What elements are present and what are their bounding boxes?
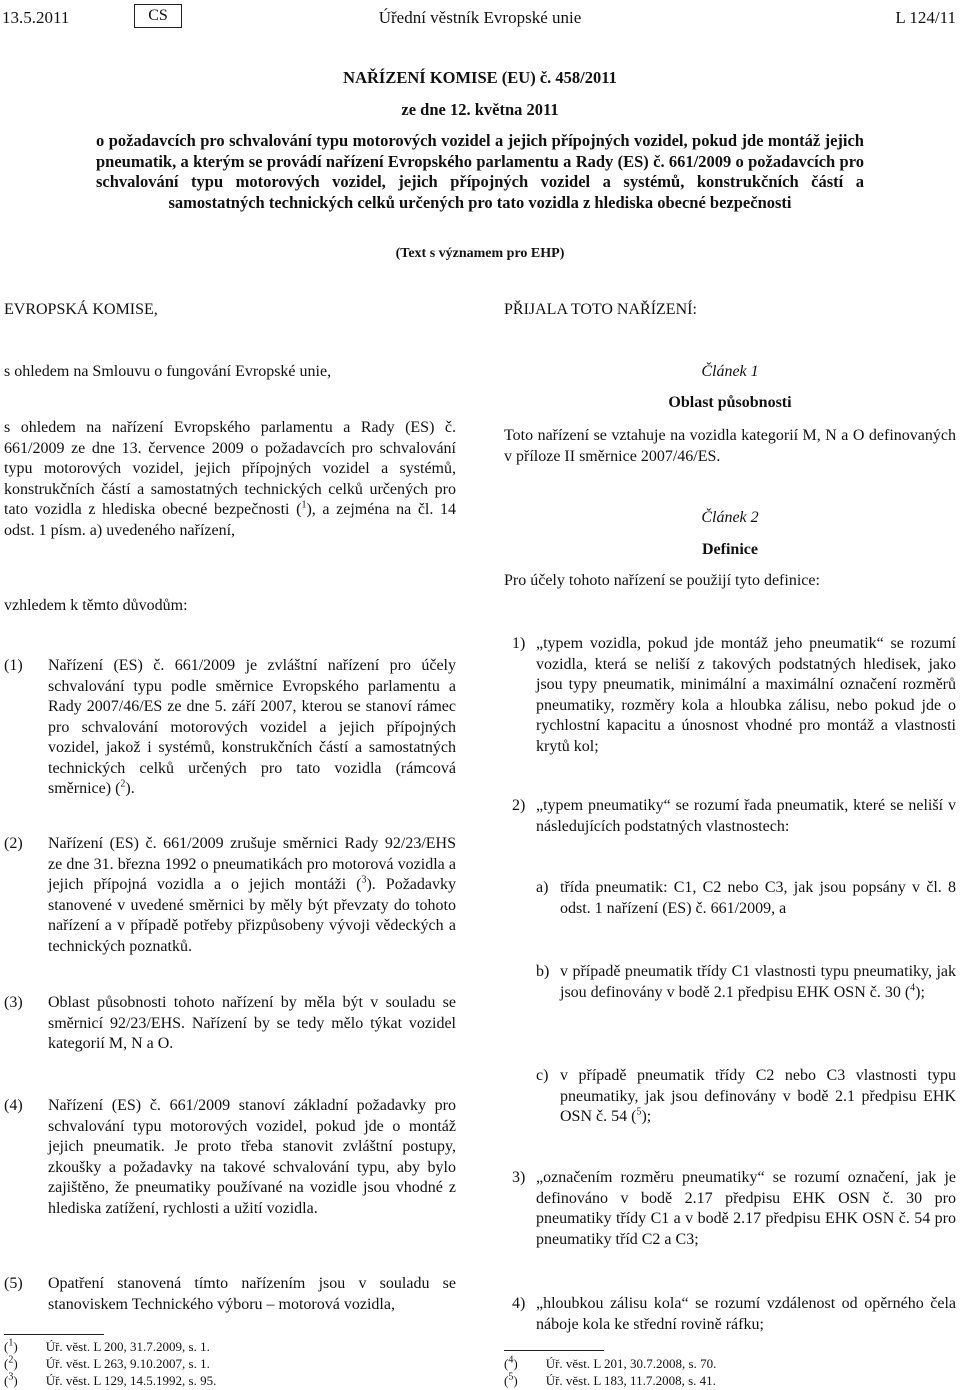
- footnote-mark: 5: [508, 1371, 514, 1383]
- footnote-text: Úř. věst. L 201, 30.7.2008, s. 70.: [545, 1356, 717, 1371]
- article-2-number: Článek 2: [701, 509, 759, 526]
- regulation-number: NAŘÍZENÍ KOMISE (EU) č. 458/2011: [343, 68, 617, 87]
- definition-number: 1): [512, 635, 526, 652]
- definition-text: „typem vozidla, pokud jde montáž jeho pneumatik“ se rozumí vozidla, která se neliší z takových podstatných hledisek, jako jsou typy pneumatik, minimální a maximální označení rozměrů pneumatiky, rozměry kola a hloubka zálisu, nebo pokud jde o rychlostní kapacitu a únosnost vhodné pro montáž a vlastnosti krytů kol;: [536, 635, 956, 755]
- footnote-5: ($^5$) Úř. věst. L 183, 11.7.2008, s. 41.: [504, 1371, 716, 1388]
- adoption-formula: PŘIJALA TOTO NAŘÍZENÍ:: [504, 301, 697, 318]
- footnote-ref-1[interactable]: 1: [301, 499, 307, 511]
- recital-text-main: Nařízení (ES) č. 661/2009 je zvláštní nařízení pro účely schvalování typu podle směrnice Evropského parlamentu a Rady 2007/46/ES ze dne 5. září 2007, kterou se stanoví rámec pro schvalování motorových vozidel a jejich přípojných vozidel, jakož i systémů, konstrukčních částí a samostatných technických celků určených pro tato vozidla (rámcová směrnice) (: [48, 657, 456, 797]
- footnote-3: ($^3$) Úř. věst. L 129, 14.5.1992, s. 95.: [4, 1371, 217, 1388]
- footnote-1: ($^1$) Úř. věst. L 200, 31.7.2009, s. 1.: [4, 1337, 210, 1354]
- definition-number: 2): [512, 797, 526, 814]
- recital-number: (1): [4, 657, 23, 674]
- recital-number: (5): [4, 1275, 23, 1292]
- citation-regulation: [4, 418, 456, 541]
- article-1-text: Toto nařízení se vztahuje na vozidla kategorií M, N a O definovaných v příloze II směrnice 2007/46/ES.: [504, 427, 956, 465]
- citation-regulation-text-end: ), a zejména na čl. 14 odst. 1 písm. a) uvedeného nařízení,: [4, 501, 457, 539]
- regulation-date: ze dne 12. května 2011: [401, 100, 559, 119]
- definition-letter: a): [536, 879, 549, 896]
- regulation-subject-block: [96, 131, 864, 213]
- definition-number: 3): [512, 1169, 526, 1186]
- regulation-subject: o požadavcích pro schvalování typu motorových vozidel a jejich přípojných vozidel, pokud jde montáž jejich pneumatik, a kterým se provádí nařízení Evropského parlamentu a Rady (ES) č. 661/2009 o požadavcích pro schvalování typu motorových vozidel, jejich přípojných vozidel a systémů, konstrukčních částí a samostatných technických celků určených pro tato vozidla z hlediska obecné bezpečnosti: [96, 131, 864, 212]
- recitals-intro: vzhledem k těmto důvodům:: [4, 597, 188, 614]
- definition-text: třída pneumatik: C1, C2 nebo C3, jak jsou popsány v čl. 8 odst. 1 nařízení (ES) č. 661/2009, a: [560, 879, 956, 917]
- footnote-separator: [504, 1350, 604, 1351]
- header-journal-title: Úřední věstník Evropské unie: [378, 8, 582, 27]
- eea-relevance-note: (Text s významem pro EHP): [395, 246, 565, 261]
- footnote-text: Úř. věst. L 200, 31.7.2009, s. 1.: [45, 1339, 210, 1354]
- header-date: 13.5.2011: [2, 8, 70, 27]
- header-page-reference: L 124/11: [895, 8, 956, 27]
- definition-text: „hloubkou zálisu kola“ se rozumí vzdálenost od opěrného čela náboje kola ke střední rovině ráfku;: [536, 1295, 956, 1333]
- footnote-mark: 1: [8, 1337, 14, 1349]
- footnote-ref-3[interactable]: 3: [361, 874, 367, 886]
- citation-treaty: s ohledem na Smlouvu o fungování Evropské unie,: [4, 363, 332, 380]
- definition-text-main: v případě pneumatik třídy C2 nebo C3 vlastnosti typu pneumatiky, jak jsou definovány v bodě 2.1 předpisu EHK OSN č. 54 (: [560, 1067, 956, 1125]
- recital-number: (3): [4, 994, 23, 1011]
- definition-text: [560, 962, 956, 1003]
- recital-text: Opatření stanovená tímto nařízením jsou v souladu se stanoviskem Technického výboru – motorová vozidla,: [48, 1275, 456, 1313]
- recital-text-end: ).: [125, 780, 135, 797]
- recital-text: Oblast působnosti tohoto nařízení by měla být v souladu se směrnicí 92/23/EHS. Nařízení by se tedy mělo týkat vozidel kategorií M, N a O.: [48, 994, 456, 1052]
- commission-heading: EVROPSKÁ KOMISE,: [4, 301, 158, 318]
- definition-letter: c): [536, 1067, 549, 1084]
- definition-text: „označením rozměru pneumatiky“ se rozumí označení, jak je definováno v bodě 2.17 předpisu EHK OSN č. 30 pro pneumatiky třídy C1 a v bodě 2.17 předpisu EHK OSN č. 54 pro pneumatiky tříd C2 a C3;: [536, 1169, 956, 1248]
- article-1-title: Oblast působnosti: [668, 394, 792, 411]
- citation-regulation-text: s ohledem na nařízení Evropského parlamentu a Rady (ES) č. 661/2009 ze dne 13. července 2009 o požadavcích pro schvalování typu motorových vozidel, jejich přípojných vozidel a systémů, konstrukčních částí a samostatných technických celků určených pro tato vozidla z hlediska obecné bezpečnosti (: [4, 419, 456, 518]
- definition-number: 4): [512, 1295, 526, 1312]
- footnote-text: Úř. věst. L 183, 11.7.2008, s. 41.: [545, 1373, 716, 1388]
- recital-text: Nařízení (ES) č. 661/2009 stanoví základní požadavky pro schvalování typu motorových vozidel, pokud jde o montáž jejich pneumatik. Je proto třeba stanovit zvláštní postupy, zkoušky a požadavky na takové schvalování typu, aby bylo zajištěno, že pneumatiky používané na vozidle jsou vhodné z hlediska zatížení, rychlosti a užití vozidla.: [48, 1097, 456, 1217]
- footnote-text: Úř. věst. L 263, 9.10.2007, s. 1.: [45, 1356, 210, 1371]
- footnote-mark: 2: [8, 1354, 14, 1366]
- regulation-date-block: [96, 100, 864, 121]
- running-header: [0, 4, 960, 32]
- recital-text-main: Nařízení (ES) č. 661/2009 zrušuje směrnici Rady 92/23/EHS ze dne 31. března 1992 o pneumatikách pro motorová vozidla a jejich přípojná vozidla a o jejich montáži (: [48, 835, 456, 893]
- definition-letter: b): [536, 963, 550, 980]
- recital-text-end: ). Požadavky stanovené v uvedené směrnici by měly být převzaty do tohoto nařízení a v případě potřeby přizpůsobeny vývoji vědeckých a technických poznatků.: [48, 876, 456, 955]
- definition-text-end: );: [915, 983, 925, 1001]
- definition-text-main: v případě pneumatik třídy C1 vlastnosti typu pneumatiky, jak jsou definovány v bodě 2.1 předpisu EHK OSN č. 30 (: [560, 963, 956, 1001]
- footnote-ref-4[interactable]: 4: [910, 982, 916, 994]
- article-1-number: Článek 1: [701, 363, 759, 380]
- footnote-mark: 4: [508, 1354, 514, 1366]
- language-badge: CS: [134, 4, 182, 28]
- article-2-intro: Pro účely tohoto nařízení se použijí tyto definice:: [504, 572, 820, 589]
- article-2-title: Definice: [702, 541, 758, 558]
- definition-text: „typem pneumatiky“ se rozumí řada pneumatik, které se neliší v následujících podstatných vlastnostech:: [536, 797, 956, 835]
- footnote-ref-2[interactable]: 2: [120, 778, 126, 790]
- footnote-4: ($^4$) Úř. věst. L 201, 30.7.2008, s. 70.: [504, 1354, 717, 1371]
- recital-text: [48, 834, 456, 957]
- definition-text-end: );: [641, 1108, 652, 1125]
- footnote-text: Úř. věst. L 129, 14.5.1992, s. 95.: [45, 1373, 217, 1388]
- recital-number: (2): [4, 835, 23, 852]
- footnote-2: ($^2$) Úř. věst. L 263, 9.10.2007, s. 1.: [4, 1354, 210, 1371]
- footnote-ref-5[interactable]: 5: [636, 1106, 642, 1118]
- footnote-mark: 3: [8, 1371, 14, 1383]
- recital-number: (4): [4, 1097, 23, 1114]
- recital-text: [48, 656, 456, 800]
- footnote-separator: [4, 1334, 104, 1335]
- definition-text: [560, 1066, 956, 1128]
- regulation-title: [96, 68, 864, 89]
